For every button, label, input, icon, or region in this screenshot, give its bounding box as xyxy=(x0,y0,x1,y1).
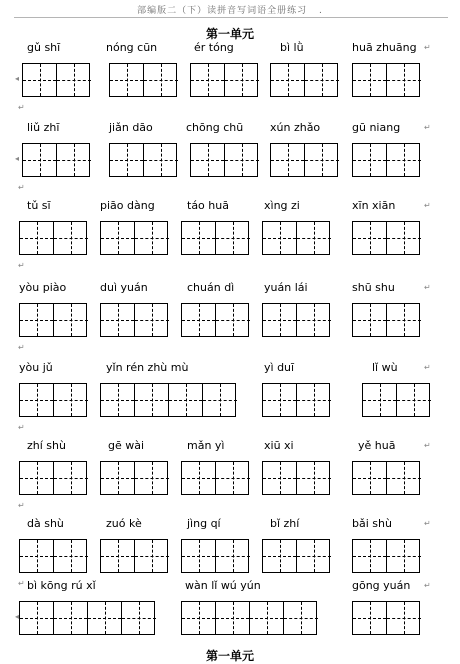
pinyin-prompt: zhí shù xyxy=(27,439,66,452)
paragraph-mark: ↵ xyxy=(18,103,25,112)
paragraph-mark: ↵ xyxy=(424,441,431,450)
tian-zi-cell[interactable] xyxy=(182,540,216,572)
tian-zi-cell[interactable] xyxy=(305,144,339,176)
writing-grid[interactable] xyxy=(22,63,90,97)
writing-grid[interactable] xyxy=(181,601,317,635)
pinyin-prompt: gǔ shī xyxy=(27,41,61,54)
pinyin-prompt: lǐ wù xyxy=(372,361,398,374)
next-page-title: 第一单元 xyxy=(205,649,254,663)
paragraph-mark: ↵ xyxy=(18,423,25,432)
header-title-text: 部编版二（下）读拼音写词语全册练习 xyxy=(137,6,308,16)
section-title: 第一单元 xyxy=(205,27,254,41)
tian-zi-cell[interactable] xyxy=(263,222,297,254)
tian-zi-cell[interactable] xyxy=(353,602,387,634)
header-rule xyxy=(14,17,448,18)
tian-zi-cell[interactable] xyxy=(216,462,250,494)
writing-grid[interactable] xyxy=(362,383,430,417)
tian-zi-cell[interactable] xyxy=(54,384,88,416)
paragraph-mark: ↵ xyxy=(424,519,431,528)
writing-grid[interactable] xyxy=(262,383,330,417)
tian-zi-cell[interactable] xyxy=(20,540,54,572)
tian-zi-cell[interactable] xyxy=(353,64,387,96)
tian-zi-cell[interactable] xyxy=(250,602,284,634)
tian-zi-cell[interactable] xyxy=(216,540,250,572)
tian-zi-cell[interactable] xyxy=(263,462,297,494)
tian-zi-cell[interactable] xyxy=(353,462,387,494)
pinyin-prompt: xún zhǎo xyxy=(270,121,321,134)
tian-zi-cell[interactable] xyxy=(144,144,178,176)
writing-grid[interactable] xyxy=(190,63,258,97)
tian-zi-cell[interactable] xyxy=(203,384,237,416)
pinyin-prompt: chuán dì xyxy=(187,281,235,294)
pinyin-prompt: bì kōng rú xǐ xyxy=(27,579,96,592)
pinyin-prompt: piāo dàng xyxy=(100,199,155,212)
pinyin-prompt: jiǎn dāo xyxy=(109,121,153,134)
paragraph-mark: ↵ xyxy=(424,43,431,52)
header-dot: . xyxy=(319,6,323,16)
pinyin-prompt: mǎn yì xyxy=(187,439,225,452)
pinyin-prompt: bǎi shù xyxy=(352,517,392,530)
tian-zi-cell[interactable] xyxy=(54,462,88,494)
tian-zi-cell[interactable] xyxy=(225,144,259,176)
pinyin-prompt: zuó kè xyxy=(106,517,142,530)
writing-grid[interactable] xyxy=(352,143,420,177)
pinyin-prompt: táo huā xyxy=(187,199,229,212)
tian-zi-cell[interactable] xyxy=(135,304,169,336)
tian-zi-cell[interactable] xyxy=(122,602,156,634)
left-margin-marker: ◂ xyxy=(15,74,20,83)
tian-zi-cell[interactable] xyxy=(353,222,387,254)
writing-grid[interactable] xyxy=(19,221,87,255)
writing-grid[interactable] xyxy=(100,539,168,573)
pinyin-prompt: tǔ sī xyxy=(27,199,51,212)
tian-zi-cell[interactable] xyxy=(182,602,216,634)
paragraph-mark: ↵ xyxy=(18,579,25,588)
pinyin-prompt: shū shu xyxy=(352,281,395,294)
tian-zi-cell[interactable] xyxy=(101,540,135,572)
tian-zi-cell[interactable] xyxy=(57,64,91,96)
pinyin-prompt: yì duī xyxy=(264,361,295,374)
tian-zi-cell[interactable] xyxy=(101,222,135,254)
tian-zi-cell[interactable] xyxy=(135,462,169,494)
writing-grid[interactable] xyxy=(109,63,177,97)
tian-zi-cell[interactable] xyxy=(263,540,297,572)
writing-grid[interactable] xyxy=(352,63,420,97)
writing-grid[interactable] xyxy=(270,143,338,177)
tian-zi-cell[interactable] xyxy=(297,222,331,254)
writing-grid[interactable] xyxy=(181,539,249,573)
tian-zi-cell[interactable] xyxy=(297,304,331,336)
tian-zi-cell[interactable] xyxy=(88,602,122,634)
tian-zi-cell[interactable] xyxy=(135,540,169,572)
pinyin-prompt: duì yuán xyxy=(100,281,148,294)
document-header xyxy=(0,3,460,16)
writing-grid[interactable] xyxy=(262,539,330,573)
paragraph-mark: ↵ xyxy=(18,501,25,510)
tian-zi-cell[interactable] xyxy=(182,462,216,494)
tian-zi-cell[interactable] xyxy=(216,602,250,634)
tian-zi-cell[interactable] xyxy=(54,602,88,634)
writing-grid[interactable] xyxy=(262,461,330,495)
writing-grid[interactable] xyxy=(109,143,177,177)
tian-zi-cell[interactable] xyxy=(271,64,305,96)
tian-zi-cell[interactable] xyxy=(23,64,57,96)
pinyin-prompt: yòu jǔ xyxy=(19,361,53,374)
writing-grid[interactable] xyxy=(352,303,420,337)
tian-zi-cell[interactable] xyxy=(182,304,216,336)
tian-zi-cell[interactable] xyxy=(20,304,54,336)
writing-grid[interactable] xyxy=(19,539,87,573)
paragraph-mark: ↵ xyxy=(424,363,431,372)
tian-zi-cell[interactable] xyxy=(387,602,421,634)
pinyin-prompt: xīn xiān xyxy=(352,199,396,212)
tian-zi-cell[interactable] xyxy=(54,540,88,572)
pinyin-prompt: huā zhuāng xyxy=(352,41,417,54)
writing-grid[interactable] xyxy=(22,143,90,177)
tian-zi-cell[interactable] xyxy=(110,64,144,96)
pinyin-prompt: xiū xi xyxy=(264,439,294,452)
tian-zi-cell[interactable] xyxy=(387,144,421,176)
tian-zi-cell[interactable] xyxy=(297,540,331,572)
tian-zi-cell[interactable] xyxy=(135,222,169,254)
pinyin-prompt: bì lǜ xyxy=(280,41,304,54)
writing-grid[interactable] xyxy=(262,303,330,337)
tian-zi-cell[interactable] xyxy=(271,144,305,176)
writing-grid[interactable] xyxy=(190,143,258,177)
pinyin-prompt: yòu piào xyxy=(19,281,67,294)
pinyin-prompt: dà shù xyxy=(27,517,64,530)
pinyin-prompt: yǐn rén zhù mù xyxy=(106,361,189,374)
tian-zi-cell[interactable] xyxy=(353,144,387,176)
writing-grid[interactable] xyxy=(181,303,249,337)
tian-zi-cell[interactable] xyxy=(20,222,54,254)
tian-zi-cell[interactable] xyxy=(363,384,397,416)
writing-grid[interactable] xyxy=(100,383,236,417)
tian-zi-cell[interactable] xyxy=(182,222,216,254)
tian-zi-cell[interactable] xyxy=(20,462,54,494)
pinyin-prompt: chōng chū xyxy=(186,121,244,134)
tian-zi-cell[interactable] xyxy=(387,64,421,96)
writing-grid[interactable] xyxy=(352,539,420,573)
tian-zi-cell[interactable] xyxy=(284,602,318,634)
pinyin-prompt: yuán lái xyxy=(264,281,308,294)
paragraph-mark: ↵ xyxy=(424,123,431,132)
tian-zi-cell[interactable] xyxy=(101,384,135,416)
tian-zi-cell[interactable] xyxy=(54,222,88,254)
writing-grid[interactable] xyxy=(181,221,249,255)
paragraph-mark: ↵ xyxy=(424,581,431,590)
pinyin-prompt: gū niang xyxy=(352,121,401,134)
tian-zi-cell[interactable] xyxy=(387,222,421,254)
tian-zi-cell[interactable] xyxy=(305,64,339,96)
pinyin-prompt: jìng qí xyxy=(187,517,221,530)
tian-zi-cell[interactable] xyxy=(225,64,259,96)
writing-grid[interactable] xyxy=(100,303,168,337)
writing-grid[interactable] xyxy=(352,221,420,255)
tian-zi-cell[interactable] xyxy=(397,384,431,416)
tian-zi-cell[interactable] xyxy=(387,540,421,572)
tian-zi-cell[interactable] xyxy=(20,602,54,634)
writing-grid[interactable] xyxy=(100,461,168,495)
pinyin-prompt: gē wài xyxy=(108,439,145,452)
pinyin-prompt: gōng yuán xyxy=(352,579,411,592)
tian-zi-cell[interactable] xyxy=(135,384,169,416)
paragraph-mark: ↵ xyxy=(18,183,25,192)
writing-grid[interactable] xyxy=(19,303,87,337)
pinyin-prompt: nóng cūn xyxy=(106,41,158,54)
tian-zi-cell[interactable] xyxy=(353,304,387,336)
writing-grid[interactable] xyxy=(19,383,87,417)
tian-zi-cell[interactable] xyxy=(191,64,225,96)
pinyin-prompt: bǐ zhí xyxy=(270,517,300,530)
pinyin-prompt: wàn lǐ wú yún xyxy=(185,579,261,592)
pinyin-prompt: liǔ zhī xyxy=(27,121,60,134)
paragraph-mark: ↵ xyxy=(18,261,25,270)
pinyin-prompt: yě huā xyxy=(358,439,396,452)
tian-zi-cell[interactable] xyxy=(23,144,57,176)
paragraph-mark: ↵ xyxy=(424,283,431,292)
left-margin-marker: ◂ xyxy=(15,154,20,163)
writing-grid[interactable] xyxy=(352,461,420,495)
tian-zi-cell[interactable] xyxy=(191,144,225,176)
pinyin-prompt: ér tóng xyxy=(194,41,234,54)
tian-zi-cell[interactable] xyxy=(353,540,387,572)
writing-grid[interactable] xyxy=(262,221,330,255)
tian-zi-cell[interactable] xyxy=(101,304,135,336)
tian-zi-cell[interactable] xyxy=(169,384,203,416)
tian-zi-cell[interactable] xyxy=(20,384,54,416)
tian-zi-cell[interactable] xyxy=(216,304,250,336)
pinyin-prompt: xìng zi xyxy=(264,199,300,212)
writing-grid[interactable] xyxy=(19,601,155,635)
tian-zi-cell[interactable] xyxy=(101,462,135,494)
tian-zi-cell[interactable] xyxy=(263,384,297,416)
tian-zi-cell[interactable] xyxy=(297,384,331,416)
tian-zi-cell[interactable] xyxy=(297,462,331,494)
tian-zi-cell[interactable] xyxy=(387,304,421,336)
paragraph-mark: ↵ xyxy=(424,201,431,210)
tian-zi-cell[interactable] xyxy=(387,462,421,494)
tian-zi-cell[interactable] xyxy=(263,304,297,336)
tian-zi-cell[interactable] xyxy=(54,304,88,336)
writing-grid[interactable] xyxy=(100,221,168,255)
writing-grid[interactable] xyxy=(181,461,249,495)
tian-zi-cell[interactable] xyxy=(110,144,144,176)
left-margin-marker: ◂ xyxy=(15,612,20,621)
tian-zi-cell[interactable] xyxy=(216,222,250,254)
writing-grid[interactable] xyxy=(270,63,338,97)
writing-grid[interactable] xyxy=(19,461,87,495)
paragraph-mark: ↵ xyxy=(18,343,25,352)
writing-grid[interactable] xyxy=(352,601,420,635)
tian-zi-cell[interactable] xyxy=(144,64,178,96)
tian-zi-cell[interactable] xyxy=(57,144,91,176)
